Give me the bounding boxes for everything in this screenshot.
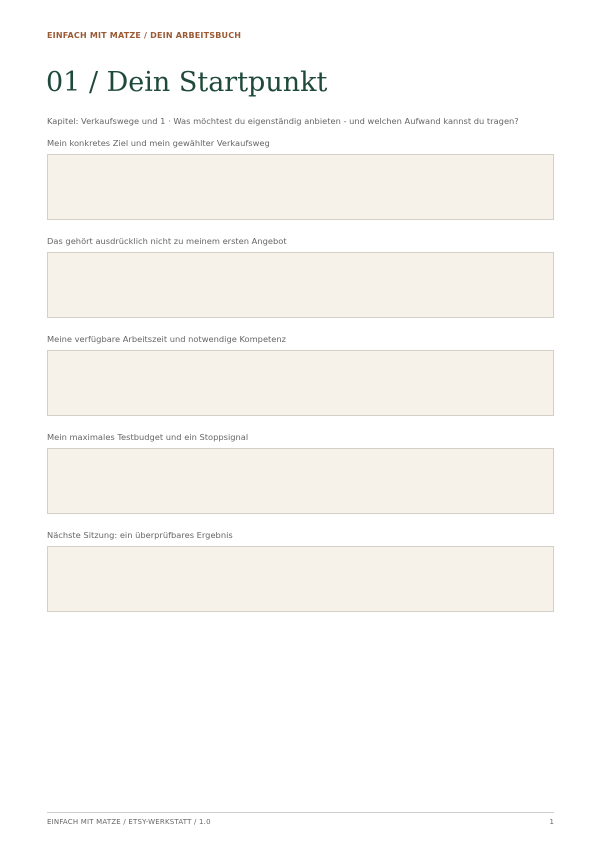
field-label-exclusions: Das gehört ausdrücklich nicht zu meinem ersten Angebot: [47, 236, 287, 246]
field-box-next-session[interactable]: [47, 546, 554, 612]
field-box-goal[interactable]: [47, 154, 554, 220]
field-label-budget: Mein maximales Testbudget und ein Stoppsignal: [47, 432, 249, 442]
chapter-note: Kapitel: Verkaufswege und 1 · Was möchtest du eigenständig anbieten - und welchen Aufwand kannst du tragen?: [47, 116, 519, 126]
breadcrumb: EINFACH MIT MATZE / DEIN ARBEITSBUCH: [47, 31, 242, 40]
field-box-budget[interactable]: [47, 448, 554, 514]
footer-divider: [47, 812, 554, 813]
field-label-next-session: Nächste Sitzung: ein überprüfbares Ergebnis: [47, 530, 233, 540]
page-title: 01 / Dein Startpunkt: [46, 67, 328, 98]
field-label-time-competence: Meine verfügbare Arbeitszeit und notwendige Kompetenz: [47, 334, 287, 344]
field-box-exclusions[interactable]: [47, 252, 554, 318]
page-number: 1: [549, 818, 554, 826]
footer-text: EINFACH MIT MATZE / ETSY-WERKSTATT / 1.0: [47, 818, 211, 826]
field-box-time-competence[interactable]: [47, 350, 554, 416]
field-label-goal: Mein konkretes Ziel und mein gewählter Verkaufsweg: [47, 138, 270, 148]
